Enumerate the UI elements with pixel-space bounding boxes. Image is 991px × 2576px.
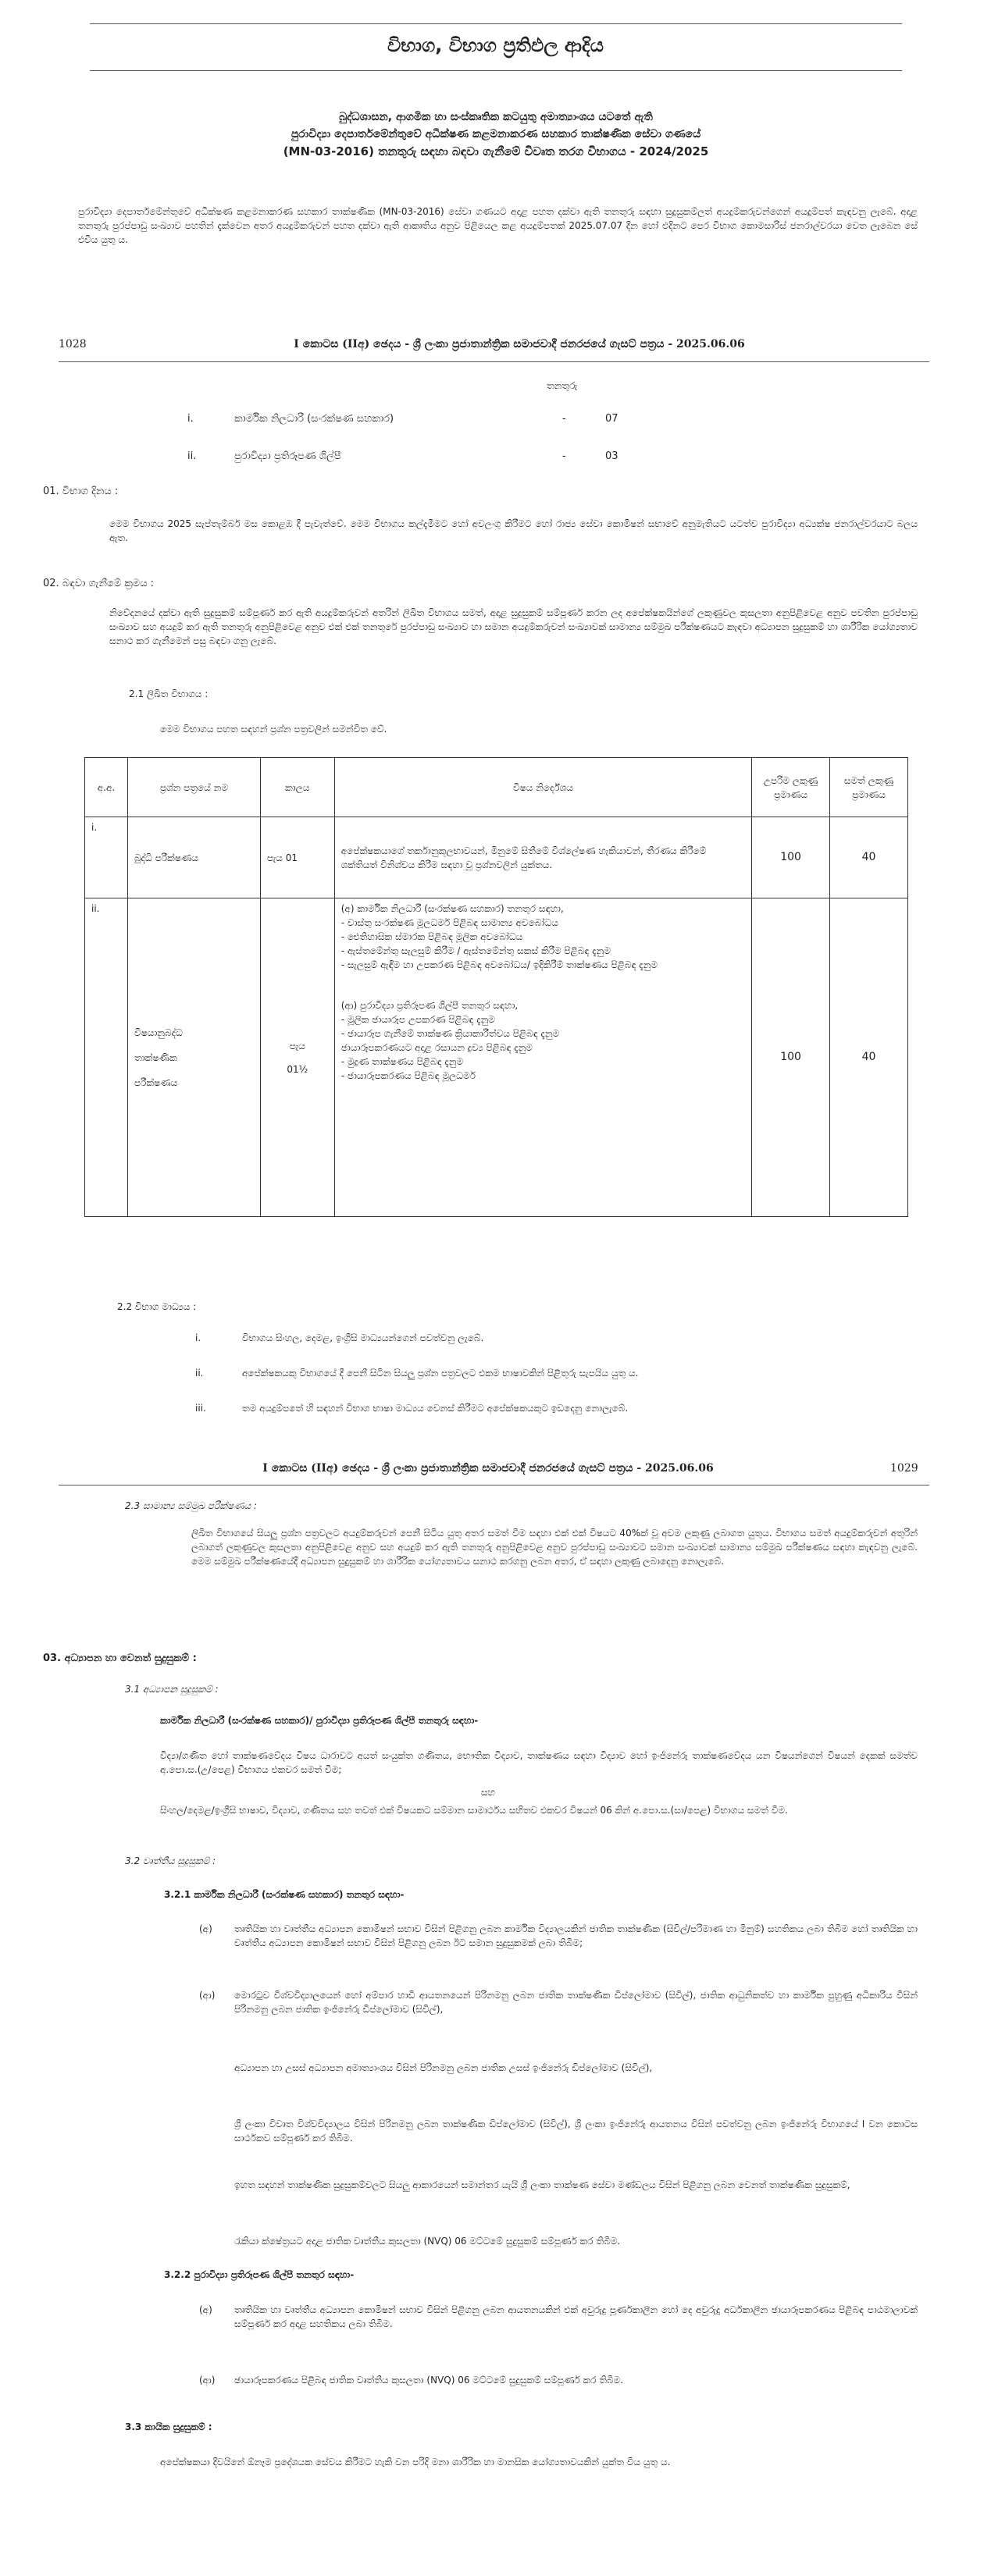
syllabus-item: - ඓතිහාසික ස්මාරක පිළිබඳ මූලික අවබෝධය	[340, 931, 523, 942]
col-header-paper: ප්‍රශ්න පත්‍රයේ නම	[127, 758, 260, 817]
section-3-3-text: අපේක්ෂකයා දිවයිනේ ඕනෑම ප්‍රදේශයක සේවය කිරීමට හැකි වන පරිදි මනා ශාරීරික හා මානසික යෝග්‍යතාවයකින් යුක්ත විය යුතු ය.	[160, 2457, 671, 2467]
max-marks: 100	[752, 817, 830, 898]
qualification-e: ඉහත සඳහන් තාක්ෂණික සුදුසුකම්වලට සියලු ආකාරයෙන් සමාන්තර යැයි ශ්‍රී ලංකා තාක්ෂණ සේවා මණ්ඩලය විසින් පිළිගනු ලබන වෙනත් තාක්ෂණික සුදුසුකම්,	[234, 2179, 850, 2190]
vacancy-name: පුරාවිද්‍යා ප්‍රතිරූපණ ශිල්පී	[234, 450, 341, 462]
section-2-3-text: ලිඛිත විභාගයේ සියලු ප්‍රශ්න පත්‍රවලට අයදුම්කරුවන් පෙනී සිටිය යුතු අතර සමත් වීම සඳහා එක් එක් විෂයට 40%ක් වූ අවම ලකුණු ලබාගත යුතුය. විභාගය සමත් අයදුම්කරුවන් අතුරින් ලබාගත් ලකුණුවල කුසලතා අනුපිළිවෙළ අනුව සහ අයදුම් කර ඇති තනතුරු අනුපිළිවෙළ අනුව පුරප්පාඩු සංඛ්‍යාවට සමාන සංඛ්‍යාවක් සාමාන්‍ය සම්මුඛ පරීක්ෂණය සඳහා කැඳවනු ලැබේ. මෙම සම්මුඛ පරීක්ෂණයේදී අධ්‍යාපන සුදුසුකම් හා ශාරීරික යෝග්‍යතාවය සනාථ කරගනු ලබන අතර, ඒ සඳහා ලකුණු ලබාදෙනු නොලැබේ.	[191, 1528, 918, 1567]
row-num: ii.	[85, 898, 128, 1217]
syllabus-item: - සැලසුම් ඇඳීම හා උපකරණ පිළිබඳ අවබෝධය/ ඉදිකිරීම් තාක්ෂණය පිළිබඳ දැනුම	[340, 959, 658, 970]
syllabus-b-heading: (ආ) පුරාවිද්‍යා ප්‍රතිරූපණ ශිල්පී තනතුර සඳහා,	[340, 1000, 519, 1011]
syllabus-item: - මූලික ඡායාරූප උපකරණ පිළිබඳ දැනුම	[340, 1014, 495, 1025]
row-num: i.	[85, 817, 128, 898]
page-number-1029: 1029	[890, 1462, 918, 1475]
vacancy-dash: -	[562, 413, 566, 425]
section-2-3-heading: 2.3 සාමාන්‍ය සම්මුඛ පරීක්ෂණය :	[125, 1500, 258, 1511]
section-3-1-text: විද්‍යා/ගණිත හෝ තාක්ෂණවේදය විෂය ධාරාවට අයත් සංයුක්ත ගණිතය, භෞතික විද්‍යාව, තාක්ෂණය සඳහා විද්‍යාව හෝ ඉංජිනේරු තාක්ෂණවේදය යන විෂයන්ගෙන් විෂයන් දෙකක් සමත්ව අ.පො.ස.(උ/පෙළ) විභාගය එකවර සමත් වීම;	[160, 1750, 918, 1775]
medium-item-text: විභාගය සිංහල, දෙමළ, ඉංග්‍රීසි මාධ්‍යයන්ගෙන් පවත්වනු ලැබේ.	[242, 1332, 484, 1343]
pass-marks: 40	[830, 817, 908, 898]
section-3-1-and: සහ	[480, 1787, 496, 1798]
vacancy-dash: -	[562, 450, 566, 462]
title-rule	[90, 70, 902, 71]
qualification-text: මොරටුව විශ්වවිද්‍යාලයෙන් හෝ අම්පාර හාඩි ආයතනයෙන් පිරිනමනු ලබන ජාතික තාක්ෂණික ඩිප්ලෝමාව (සිවිල්), ජාතික ආධුනිකත්ව හා කාර්මික පුහුණු අධිකාරිය විසින් පිරිනමනු ලබන ජාතික ඉංජිනේරු ඩිප්ලෝමාව (සිවිල්),	[234, 1990, 918, 2015]
section-3-2-1-heading: 3.2.1 කාර්මික නිලධාරී (සංරක්ෂණ සහකාර) තනතුර සඳහා-	[164, 1889, 405, 1900]
top-rule	[90, 23, 902, 24]
header-rule-1	[59, 361, 929, 362]
syllabus-item: - වාස්තු සංරක්ෂණ මූලධර්ම පිළිබඳ සාමාන්‍ය අවබෝධය	[340, 917, 558, 928]
qualification-marker: (ආ)	[199, 2375, 216, 2386]
pass-marks: 40	[830, 898, 908, 1217]
syllabus-item: - මුද්‍රණ තාක්ෂණය පිළිබඳ දැනුම	[340, 1056, 464, 1067]
section-2-1-heading: 2.1 ලිඛිත විභාගය :	[129, 688, 209, 699]
qualification-b	[199, 1988, 918, 2016]
section-3-1-text2: සිංහල/දෙමළ/ඉංග්‍රීසි භාෂාව, විද්‍යාව, ගණිතය සහ තවත් එක් විෂයකට සම්මාන සාමාර්ථය සහිතව එකවර විෂයන් 06 කින් අ.පො.ස.(සා/පෙළ) විභාගය සමත් වීම.	[160, 1805, 788, 1816]
vacancy-count: 03	[605, 450, 618, 462]
section-03-heading: 03. අධ්‍යාපන හා වෙනත් සුදුසුකම් :	[43, 1653, 197, 1664]
paper-name	[127, 898, 260, 1217]
syllabus-item: ඡායාරූපකරණයට අදාළ රසායන ද්‍රව්‍ය පිළිබඳ දැනුම	[340, 1042, 533, 1053]
syllabus-item: - ඡායාරූපකරණය පිළිබඳ මූලධර්ම	[340, 1070, 476, 1081]
paper-name-line: තාක්ෂණික	[134, 1051, 177, 1063]
section-3-1-heading: 3.1 අධ්‍යාපන සුදුසුකම් :	[125, 1684, 219, 1695]
syllabus-item: - ඡායාරූප ගැනීමේ තාක්ෂණ ක්‍රියාකාරීත්වය පිළිබඳ දැනුම	[340, 1028, 560, 1039]
duration	[260, 898, 334, 1217]
syllabus-a-heading: (අ) කාර්මික නිලධාරී (සංරක්ෂණ සහකාර) තනතුර සඳහා,	[340, 903, 564, 914]
qualification-text: තෘතියික හා වෘත්තීය අධ්‍යාපන කොමිෂන් සභාව විසින් පිළිගනු ලබන ආයතනයකින් එක් අවුරුදු පූර්ණකාලීන හෝ දෙ අවුරුදු අර්ධකාලීන ඡායාරූපකරණය පිළිබඳ පාඨමාලාවක් සම්පූර්ණ කර අදාළ සහතිකය ලබා තිබීම.	[234, 2304, 918, 2329]
col-header-max: උපරිම ලකුණු ප්‍රමාණය	[752, 758, 830, 817]
medium-item-num: iii.	[195, 1403, 206, 1414]
section-2-2-heading: 2.2 විභාග මාධ්‍යය :	[117, 1301, 197, 1312]
qualification-2b	[199, 2373, 918, 2387]
paper-name-line: පරීක්ෂණය	[134, 1076, 178, 1088]
col-header-num: අ.අ.	[85, 758, 128, 817]
section-02-heading: 02. බඳවා ගැනීමේ ක්‍රමය :	[43, 578, 155, 589]
max-marks: 100	[752, 898, 830, 1217]
exam-table	[84, 757, 908, 1217]
medium-item-num: ii.	[195, 1368, 204, 1379]
qualification-c: අධ්‍යාපන හා උසස් අධ්‍යාපන අමාත්‍යාංශය විසින් පිරිනමනු ලබන ජාතික උසස් ඉංජිනේරු ඩිප්ලෝමාව (සිවිල්),	[234, 2062, 653, 2073]
qualification-text: ඡායාරූපකරණය පිළිබඳ ජාතික වෘත්තීය කුසලතා (NVQ) 06 මට්ටමේ සුදුසුකම් සම්පූර්ණ කර තිබීම.	[234, 2375, 624, 2386]
paper-name-line: විෂයානුබද්ධ	[134, 1026, 183, 1038]
table-row	[85, 817, 908, 898]
qualification-d: ශ්‍රී ලංකා විවෘත විශ්වවිද්‍යාලය විසින් පිරිනමනු ලබන තාක්ෂණික ඩිප්ලෝමාව (සිවිල්), ශ්‍රී ලංකා ඉංජිනේරු ආයතනය විසින් පවත්වනු ලබන ඉංජිනේරු විභාගයේ I වන කොටස සාර්ථකව සම්පූර්ණ කර තිබීම.	[234, 2119, 918, 2144]
section-2-1-intro: මෙම විභාගය පහත සඳහන් ප්‍රශ්න පත්‍රවලින් සමන්විත වේ.	[160, 724, 387, 735]
section-3-3-heading: 3.3 කායික සුදුසුකම් :	[125, 2421, 212, 2432]
notice-title-line3: (MN-03-2016) තනතුරු සඳහා බඳවා ගැනීමේ විවෘත තරග විභාගය - 2024/2025	[283, 144, 709, 159]
col-header-syllabus: විෂය නිර්දේශය	[334, 758, 751, 817]
qualification-2a	[199, 2303, 918, 2331]
section-01-text: මෙම විභාගය 2025 සැප්තැම්බර් මස කොළඹ දී පැවැත්වේ. මෙම විභාගය කල්දැමීමට හෝ අවලංගු කිරීමට හෝ රාජ්‍ය සේවා කොමිෂන් සභාවේ අනුමැතියට යටත්ව පුරාවිද්‍යා අධ්‍යක්ෂ ජනරාල්වරයාට බලය ඇත.	[109, 518, 918, 543]
paper-name: බුද්ධි පරීක්ෂණය	[127, 817, 260, 898]
gazette-header-1: I කොටස (IIඅ) ඡෙදය - ශ්‍රී ලංකා ප්‍රජාතාන්ත්‍රික සමාජවාදී ජනරජයේ ගැසට් පත්‍රය - 2025.06.06	[294, 338, 745, 350]
syllabus-item: - ඇස්තමේන්තු සැලසුම් කිරීම / ඇස්තමේන්තු සකස් කිරීම පිළිබඳ දැනුම	[340, 945, 611, 956]
section-3-2-heading: 3.2 වෘත්තීය සුදුසුකම් :	[125, 1856, 216, 1866]
duration: පැය 01	[260, 817, 334, 898]
notice-title-line2: පුරාවිද්‍යා දෙපාර්තමේන්තුවේ අධීක්ෂණ කළමනාකරණ සහකාර තාක්ෂණික සේවා ගණයේ	[291, 127, 701, 141]
duration-line: පැය	[289, 1040, 305, 1051]
qualification-a	[199, 1922, 918, 1950]
notice-title	[156, 109, 836, 162]
vacancy-num: ii.	[187, 450, 197, 462]
table-row	[85, 898, 908, 1217]
notice-title-line1: බුද්ධශාසන, ආගමික හා සංස්කෘතික කටයුතු අමාත්‍යාංශය යටතේ ඇති	[339, 111, 653, 123]
exam-table-header-row	[85, 758, 908, 817]
duration-line: 01½	[287, 1063, 308, 1075]
qualification-marker: (අ)	[199, 2304, 212, 2315]
medium-item-text: තම අයදුම්පතේ හි සඳහන් විභාග භාෂා මාධ්‍යය වෙනස් කිරීමට අපේක්ෂකයකුට ඉඩදෙනු නොලැබේ.	[242, 1403, 629, 1414]
vacancy-num: i.	[187, 413, 194, 425]
section-01-heading: 01. විභාග දිනය :	[43, 486, 119, 497]
notice-intro: පුරාවිද්‍යා දෙපාර්තමේන්තුවේ අධීක්ෂණ කළමනාකරණ සහකාර තාක්ෂණික (MN-03-2016) සේවා ගණයට අදාළ පහත දක්වා ඇති තනතුරු සඳහා සුදුසුකම්ලත් අයදුම්කරුවන්ගෙන් අයදුම්පත් කැඳවනු ලැබේ. අදාළ තනතුරු පුරප්පාඩු සංඛ්‍යාව පහතින් දැක්වෙන අතර අයදුම්කරුවන් පහත දක්වා ඇති ආකෘතිය අනුව පිළියෙල කළ අයදුම්පතක් 2025.07.07 දින හෝ එදිනට පෙර විභාග කොමසාරිස් ජනරාල්වරයා වෙත ලැබෙන සේ එවිය යුතු ය.	[78, 206, 918, 245]
col-header-duration: කාලය	[260, 758, 334, 817]
gazette-header-2: I කොටස (IIඅ) ඡෙදය - ශ්‍රී ලංකා ප්‍රජාතාන්ත්‍රික සමාජවාදී ජනරජයේ ගැසට් පත්‍රය - 2025.06.06	[262, 1462, 714, 1475]
page-title: විභාග, විභාග ප්‍රතිඵල ආදිය	[387, 34, 604, 56]
page-number-1028: 1028	[59, 338, 87, 350]
col-header-pass: සමත් ලකුණු ප්‍රමාණය	[830, 758, 908, 817]
qualification-marker: (ආ)	[199, 1990, 216, 2001]
medium-item-num: i.	[195, 1332, 201, 1343]
vacancy-name: කාර්මික නිලධාරී (සංරක්ෂණ සහකාර)	[234, 413, 394, 425]
syllabus	[334, 898, 751, 1217]
medium-item-text: අපේක්ෂකයකු විභාගයේ දී පෙනී සිටින සියලු ප්‍රශ්න පත්‍රවලට එකම භාෂාවකින් පිළිතුරු සැපයිය යුතු ය.	[242, 1368, 639, 1379]
section-3-2-2-heading: 3.2.2 පුරාවිද්‍යා ප්‍රතිරූපණ ශිල්පී තනතුර සඳහා-	[164, 2269, 355, 2280]
qualification-marker: (අ)	[199, 1923, 212, 1934]
syllabus: අපේක්ෂකයාගේ තර්කානුකූලභාවයන්, මිනුමේ සිතීමේ විශ්ලේෂණ හැකියාවන්, තීරණය කිරීමේ ශක්තියත් විනිශ්චය කිරීම සඳහා වූ ප්‍රශ්නවලින් යුක්තය.	[334, 817, 751, 898]
section-3-1-sub: කාර්මික නිලධාරී (සංරක්ෂණ සහකාර)/ පුරාවිද්‍යා ප්‍රතිරූපණ ශිල්පී තනතුරු සඳහා-	[160, 1715, 479, 1726]
qualification-f: රැකියා ක්ෂේත්‍රයට අදාළ ජාතික වෘත්තීය කුසලතා (NVQ) 06 මට්ටමේ සුදුසුකම් සම්පූර්ණ කර තිබීම.	[234, 2236, 621, 2247]
vacancies-col-header: තනතුරු	[547, 380, 578, 391]
section-02-text: නිවේදනයේ දක්වා ඇති සුදුසුකම් සම්පූර්ණ කර ඇති අයදුම්කරුවන් අතරින් ලිඛිත විභාගය සමත්, අදාළ සුදුසුකම් සම්පූර්ණ කරන ලද අපේක්ෂකයින්ගේ ලකුණුවල කුසලතා අනුපිළිවෙළ අනුව පවතින පුරප්පාඩු සංඛ්‍යාව සහ අයදුම් කර ඇති තනතුරු අනුපිළිවෙළ අනුව එක් එක් තනතුරේ පුරප්පාඩු සංඛ්‍යාව හා සමාන අයදුම්කරුවන් සංඛ්‍යාවක් සාමාන්‍ය සම්මුඛ පරීක්ෂණයට කැඳවා අධ්‍යාපන සුදුසුකම් හා ශාරීරික යෝග්‍යතාව සනාථ කර ගැනීමෙන් පසු බඳවා ගනු ලැබේ.	[109, 607, 918, 646]
vacancy-count: 07	[605, 413, 618, 425]
qualification-text: තෘතියික හා වෘත්තීය අධ්‍යාපන කොමිෂන් සභාව විසින් පිළිගනු ලබන කාර්මික විද්‍යාලයකින් ජාතික තාක්ෂණික (සිවිල්/පරිමාණ හා මිනුම්) සහතිකය ලබා තිබීම හෝ තෘතියික හා වෘත්තීය අධ්‍යාපන කොමිෂන් සභාව විසින් පිළිගනු ලබන ඊට සමාන සුදුසුකමක් ලබා තිබීම;	[234, 1923, 918, 1948]
